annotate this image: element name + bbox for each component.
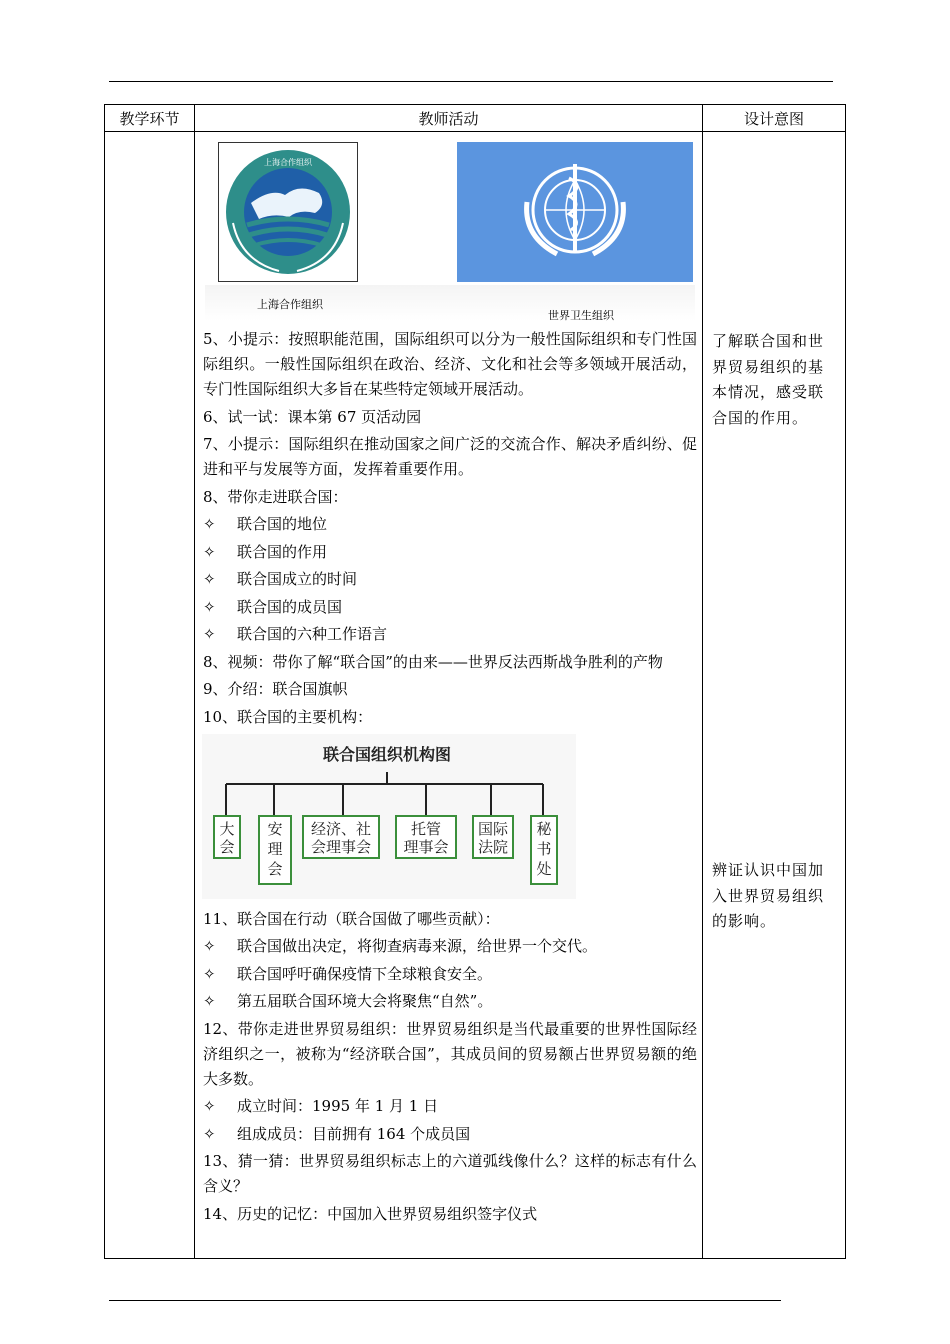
table-body-row — [105, 132, 846, 1259]
org-node-general-assembly: 大会 — [219, 819, 235, 856]
item-9: 9、介绍：联合国旗帜 — [203, 680, 348, 698]
list-item: ✧ 第五届联合国环境大会将聚焦“自然”。 — [203, 989, 697, 1014]
org-node-ecosoc: 经济、社会理事会 — [310, 819, 372, 856]
who-caption: 世界卫生组织 — [548, 309, 614, 322]
bullet-icon: ✧ — [203, 964, 216, 983]
list-item: ✧ 联合国的作用 — [203, 540, 697, 565]
list-item: ✧ 联合国成立的时间 — [203, 567, 697, 592]
un-org-chart — [202, 734, 576, 899]
org-chart-title: 联合国组织机构图 — [322, 744, 452, 764]
list-item: ✧ 联合国的成员国 — [203, 595, 697, 620]
sco-caption: 上海合作组织 — [257, 298, 323, 311]
sco-logo-wordmark: 上海合作组织 — [264, 158, 312, 167]
bullet-icon: ✧ — [203, 515, 216, 533]
bullet-icon: ✧ — [203, 542, 216, 561]
header-teaching-stage: 教学环节 — [105, 105, 195, 132]
org-node-secretariat: 秘书处 — [536, 819, 552, 878]
list-item: ✧ 联合国的地位 — [203, 512, 697, 537]
org-node-security-council: 安理会 — [267, 819, 283, 878]
org-node-icj: 国际法院 — [477, 819, 509, 856]
item-7: 7、小提示：国际组织在推动国家之间广泛的交流合作、解决矛盾纠纷、促进和平与发展等方面，发挥着重要作用。 — [203, 435, 697, 478]
activity-cell — [195, 132, 703, 1259]
bullet-icon: ✧ — [203, 625, 216, 643]
lesson-plan-table — [104, 104, 846, 1259]
item-6: 6、试一试：课本第 67 页活动园 — [203, 407, 422, 426]
item-12: 12、带你走进世界贸易组织：世界贸易组织是当代最重要的世界性国际经济组织之一，被称为“经济联合国”，其成员间的贸易额占世界贸易额的绝大多数。 — [203, 1019, 697, 1088]
item-8: 8、带你走进联合国： — [203, 487, 348, 506]
list-item: ✧ 联合国呼吁确保疫情下全球粮食安全。 — [203, 962, 697, 987]
header-rule — [109, 81, 833, 82]
item-13: 13、猜一猜：世界贸易组织标志上的六道弧线像什么？这样的标志有什么含义？ — [203, 1152, 697, 1195]
item-8-video: 8、视频：带你了解“联合国”的由来——世界反法西斯战争胜利的产物 — [203, 652, 663, 671]
stage-cell — [105, 132, 195, 1259]
list-item: ✧ 成立时间：1995 年 1 月 1 日 — [203, 1094, 697, 1119]
item-11: 11、联合国在行动（联合国做了哪些贡献）： — [203, 909, 500, 928]
bullet-icon: ✧ — [203, 597, 216, 616]
header-design-intent: 设计意图 — [703, 105, 846, 132]
org-node-trusteeship-council: 托管理事会 — [403, 819, 449, 856]
activity-text — [203, 327, 697, 1229]
header-teacher-activity: 教师活动 — [195, 105, 703, 132]
who-logo — [457, 142, 693, 282]
intent-un-wto: 了解联合国和世界贸易组织的基本情况，感受联合国的作用。 — [712, 332, 825, 427]
item-5: 5、小提示：按照职能范围，国际组织可以分为一般性国际组织和专门性国际组织。一般性国际组织在政治、经济、文化和社会等多领域开展活动，专门性国际组织大多旨在某些特定领域开展活动。 — [203, 330, 697, 398]
list-item: ✧ 联合国的六种工作语言 — [203, 622, 697, 647]
intent-cell — [703, 132, 846, 1259]
bullet-icon: ✧ — [203, 937, 216, 955]
list-item: ✧ 联合国做出决定，将彻查病毒来源，给世界一个交代。 — [203, 934, 697, 959]
sco-logo — [218, 142, 358, 282]
footer-rule — [109, 1300, 781, 1301]
item-14: 14、历史的记忆：中国加入世界贸易组织签字仪式 — [203, 1204, 538, 1223]
intent-china-wto: 辨证认识中国加入世界贸易组织的影响。 — [712, 861, 825, 930]
bullet-icon: ✧ — [203, 1097, 216, 1115]
bullet-icon: ✧ — [203, 1124, 216, 1143]
table-header-row — [105, 105, 846, 132]
list-item: ✧ 组成成员：目前拥有 164 个成员国 — [203, 1122, 697, 1147]
bullet-icon: ✧ — [203, 570, 216, 588]
item-10: 10、联合国的主要机构： — [203, 707, 373, 726]
org-logos — [205, 137, 695, 327]
bullet-icon: ✧ — [203, 992, 216, 1010]
